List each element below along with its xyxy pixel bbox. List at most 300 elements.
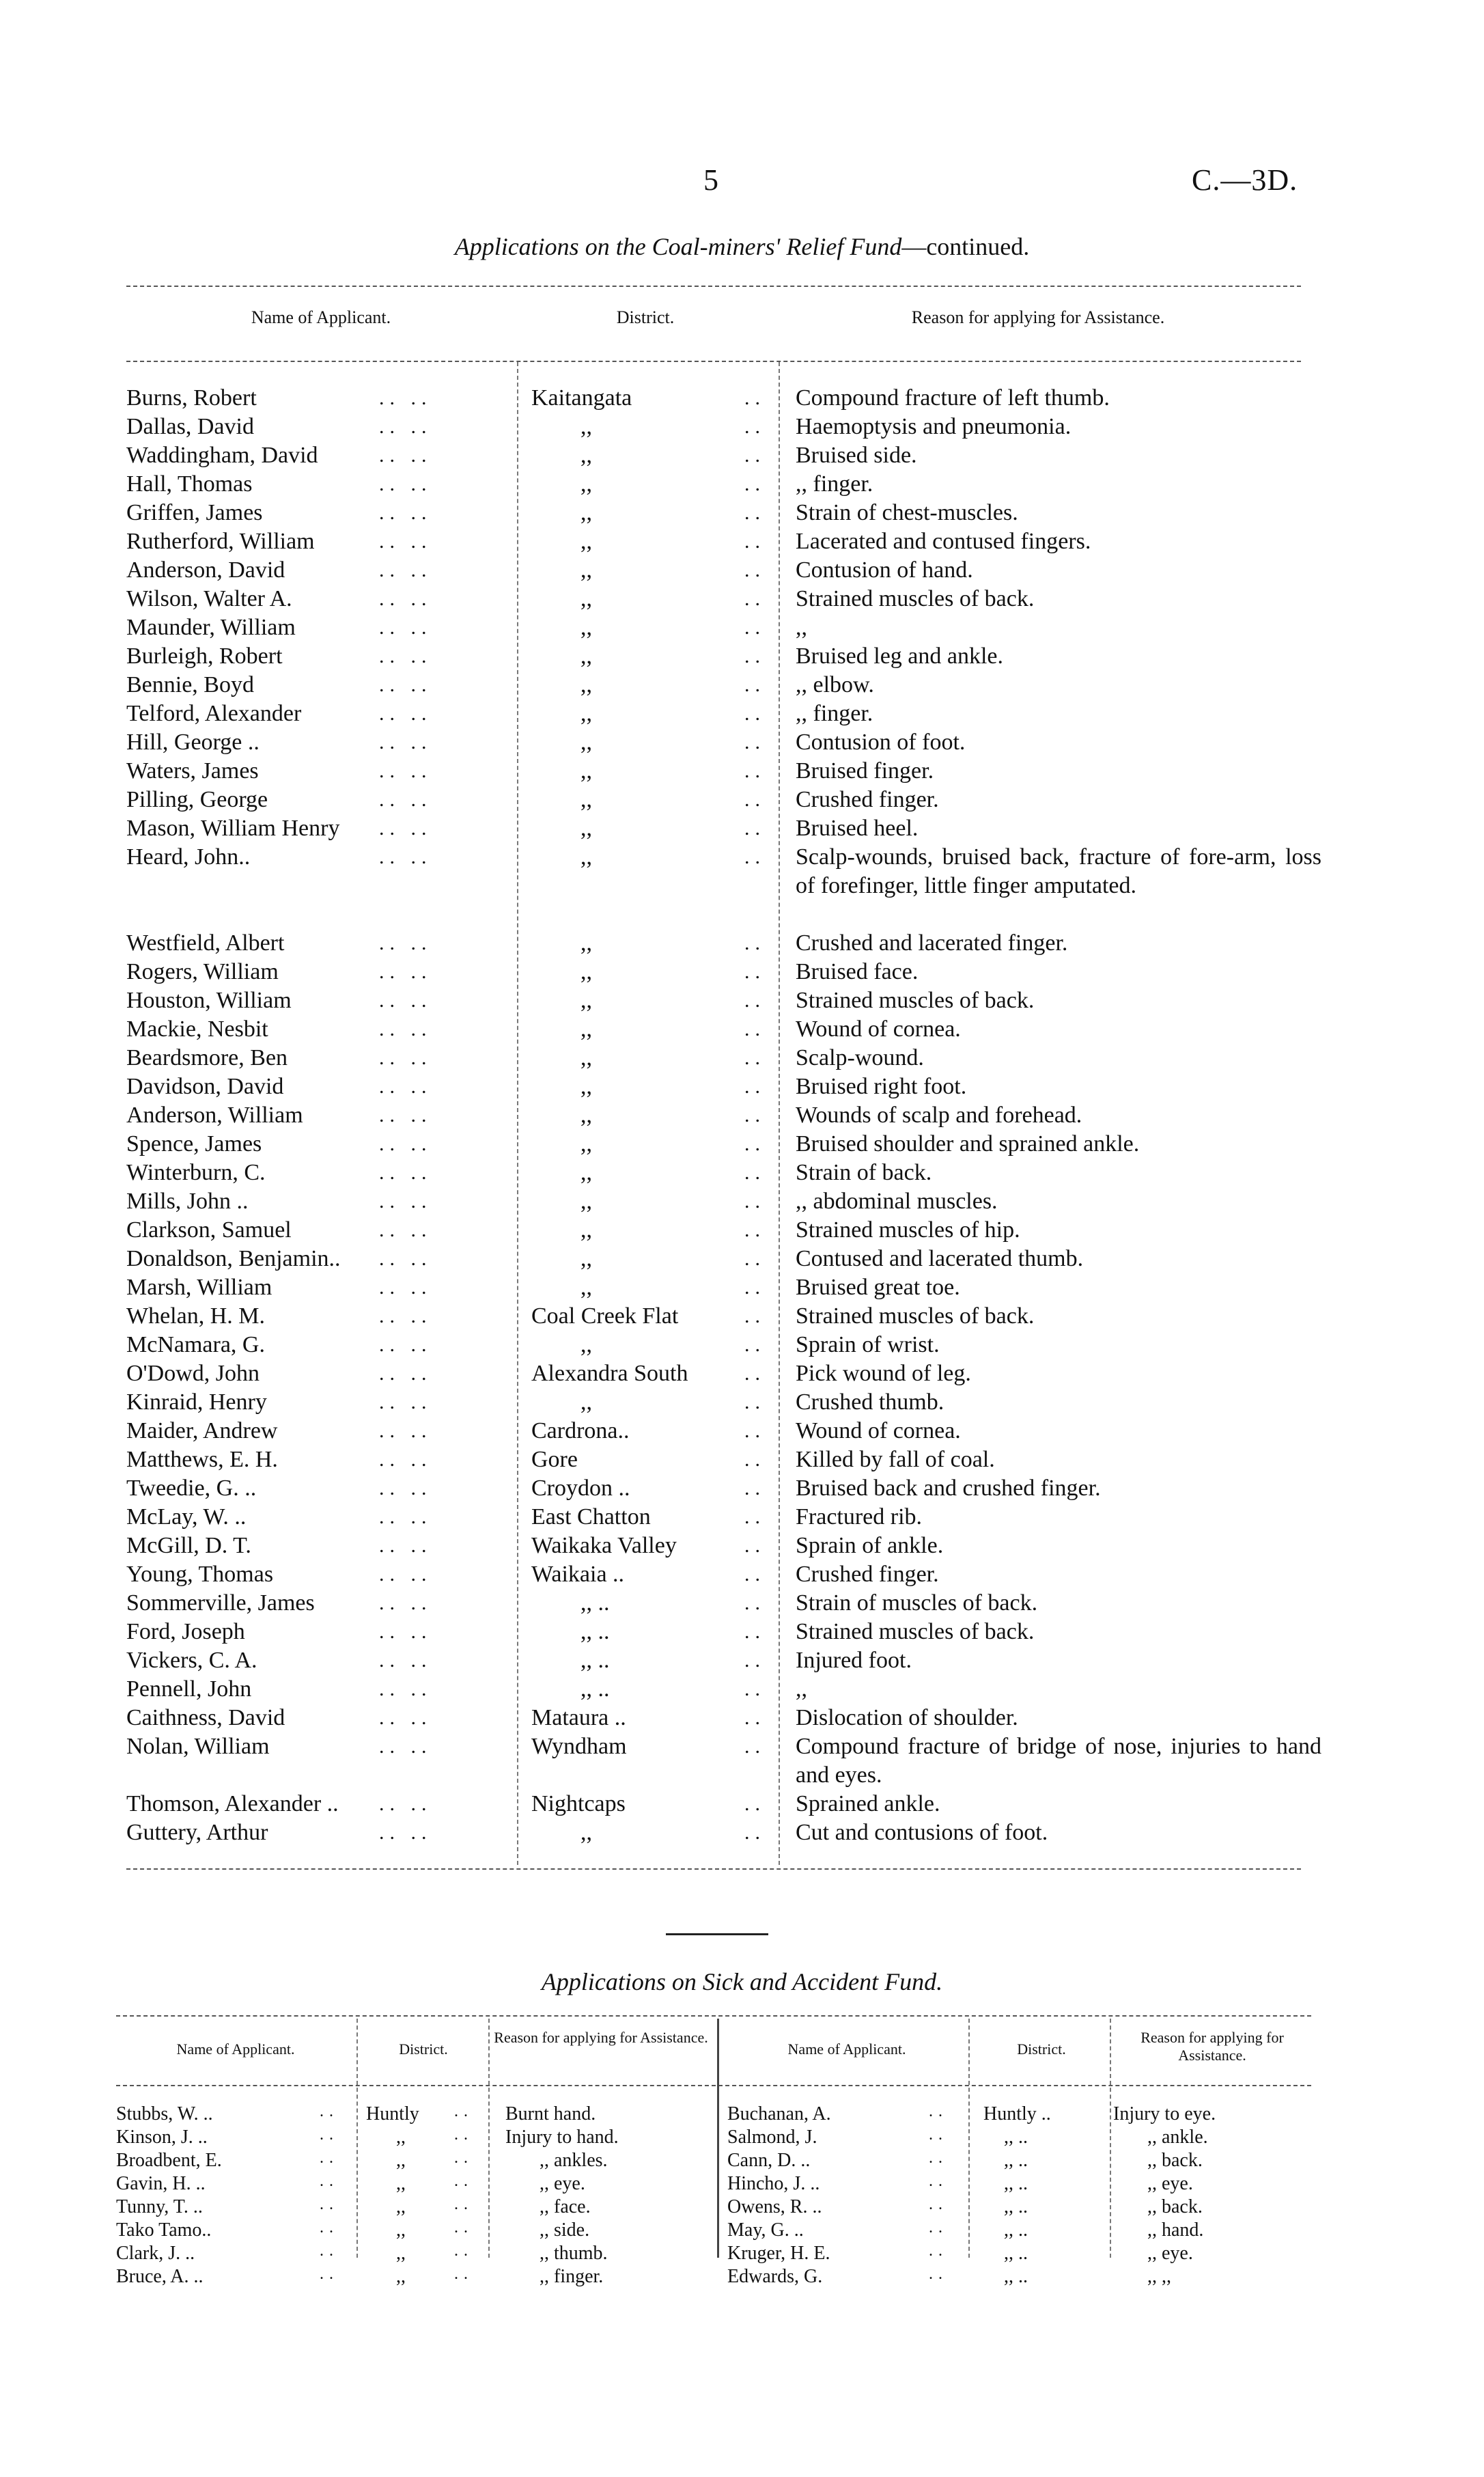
- applicant-name: Mackie, Nesbit: [126, 1016, 268, 1042]
- district: ,, ..: [580, 1619, 610, 1644]
- applicant-name: Telford, Alexander: [126, 701, 302, 726]
- leader-dots: ..: [744, 501, 766, 524]
- page-number: 5: [703, 163, 718, 197]
- leader-dots: ..: [744, 1190, 766, 1213]
- applicant-name: Clark, J. ..: [116, 2243, 195, 2264]
- reason: Scalp-wounds, bruised back, fracture of fore-arm, loss of forefinger, little finger amputated.: [796, 844, 1321, 898]
- district: ,,: [396, 2173, 406, 2194]
- leader-dots: .. ..: [379, 1391, 432, 1413]
- district: Huntly: [366, 2103, 419, 2125]
- district: ,,: [396, 2150, 406, 2171]
- applicant-name: Burns, Robert: [126, 385, 257, 411]
- applicant-name: Tweedie, G. ..: [126, 1476, 257, 1501]
- district: ,,: [580, 1332, 592, 1357]
- leader-dots: .. ..: [379, 501, 432, 524]
- applicant-name: Spence, James: [126, 1131, 262, 1157]
- leader-dots: ..: [744, 530, 766, 553]
- reason: ,, ,,: [1147, 2266, 1171, 2287]
- district: ,,: [580, 414, 592, 439]
- table2-divider-2: [488, 2019, 490, 2258]
- leader-dots: ..: [744, 1018, 766, 1040]
- applicant-name: Bruce, A. ..: [116, 2266, 204, 2287]
- applicant-name: Anderson, David: [126, 557, 285, 583]
- leader-dots: ..: [744, 960, 766, 983]
- leader-dots: ..: [454, 2196, 473, 2213]
- section-separator: [666, 1933, 768, 1935]
- leader-dots: .. ..: [379, 1018, 432, 1040]
- table1-title-italic: Applications on the Coal-miners' Relief Fund: [454, 233, 902, 260]
- leader-dots: ..: [744, 1534, 766, 1557]
- leader-dots: ..: [454, 2103, 473, 2120]
- reason: Cut and contusions of foot.: [796, 1820, 1048, 1845]
- leader-dots: ..: [929, 2172, 948, 2190]
- reason: Strained muscles of back.: [796, 1303, 1035, 1329]
- leader-dots: ..: [744, 989, 766, 1012]
- reason: Wounds of scalp and forehead.: [796, 1103, 1082, 1128]
- applicant-name: Sommerville, James: [126, 1590, 315, 1616]
- applicant-name: Marsh, William: [126, 1275, 272, 1300]
- leader-dots: ..: [744, 1104, 766, 1126]
- reason: ,, back.: [1147, 2150, 1203, 2171]
- district: ,,: [580, 615, 592, 640]
- district: ,, ..: [580, 1590, 610, 1616]
- district: ,,: [580, 701, 592, 726]
- district: Coal Creek Flat: [531, 1303, 679, 1329]
- applicant-name: Kinson, J. ..: [116, 2127, 208, 2148]
- leader-dots: ..: [454, 2242, 473, 2260]
- table1-top-rule: [126, 286, 1301, 287]
- leader-dots: .. ..: [379, 1678, 432, 1700]
- table1-divider-2: [779, 362, 780, 1865]
- district: Waikaka Valley: [531, 1533, 677, 1558]
- applicant-name: Davidson, David: [126, 1074, 284, 1099]
- district: ,,: [580, 1103, 592, 1128]
- leader-dots: ..: [744, 1735, 766, 1758]
- leader-dots: ..: [744, 702, 766, 725]
- reason: ,, ankle.: [1147, 2127, 1208, 2148]
- applicant-name: Pilling, George: [126, 787, 268, 812]
- leader-dots: .. ..: [379, 559, 432, 581]
- reason: Bruised great toe.: [796, 1275, 960, 1300]
- leader-dots: .. ..: [379, 1420, 432, 1442]
- district: ,, ..: [580, 1676, 610, 1702]
- leader-dots: ..: [744, 1133, 766, 1155]
- district: ,,: [396, 2243, 406, 2264]
- leader-dots: ..: [744, 932, 766, 954]
- applicant-name: Tunny, T. ..: [116, 2196, 203, 2217]
- district: ,,: [580, 959, 592, 984]
- leader-dots: ..: [744, 1706, 766, 1729]
- leader-dots: ..: [744, 1219, 766, 1241]
- table1-bottom-rule: [126, 1868, 1301, 1870]
- reason: Sprain of ankle.: [796, 1533, 944, 1558]
- leader-dots: ..: [320, 2103, 339, 2120]
- applicant-name: Broadbent, E.: [116, 2150, 222, 2171]
- leader-dots: .. ..: [379, 444, 432, 467]
- applicant-name: Pennell, John: [126, 1676, 252, 1702]
- reason: Bruised face.: [796, 959, 919, 984]
- district: ,, ..: [1004, 2219, 1028, 2241]
- district: ,,: [580, 758, 592, 784]
- applicant-name: Griffen, James: [126, 500, 263, 525]
- leader-dots: ..: [744, 559, 766, 581]
- reason: Fractured rib.: [796, 1504, 923, 1530]
- reason: Bruised back and crushed finger.: [796, 1476, 1101, 1501]
- leader-dots: ..: [744, 1563, 766, 1586]
- district: ,,: [396, 2266, 406, 2287]
- leader-dots: ..: [320, 2172, 339, 2190]
- leader-dots: .. ..: [379, 702, 432, 725]
- district: ,,: [580, 529, 592, 554]
- applicant-name: Burleigh, Robert: [126, 644, 283, 669]
- table1-col-reason: Reason for applying for Assistance.: [911, 307, 1165, 327]
- district: Kaitangata: [531, 385, 632, 411]
- district: ,,: [580, 844, 592, 870]
- leader-dots: .. ..: [379, 645, 432, 667]
- district: ,, ..: [1004, 2173, 1028, 2194]
- reason: Strained muscles of hip.: [796, 1217, 1020, 1243]
- reason: ,, finger.: [540, 2266, 604, 2287]
- reason: Sprain of wrist.: [796, 1332, 940, 1357]
- leader-dots: ..: [744, 1305, 766, 1327]
- reason: Strain of back.: [796, 1160, 932, 1185]
- district: ,,: [580, 1275, 592, 1300]
- district: ,,: [580, 672, 592, 697]
- leader-dots: ..: [744, 645, 766, 667]
- district: Cardrona..: [531, 1418, 630, 1443]
- leader-dots: .. ..: [379, 1362, 432, 1385]
- leader-dots: ..: [929, 2126, 948, 2144]
- applicant-name: Salmond, J.: [727, 2127, 817, 2148]
- applicant-name: Kinraid, Henry: [126, 1389, 267, 1415]
- leader-dots: .. ..: [379, 788, 432, 811]
- applicant-name: Houston, William: [126, 988, 292, 1013]
- applicant-name: Hill, George ..: [126, 730, 260, 755]
- reason: ,, ankles.: [540, 2150, 608, 2171]
- reason: Dislocation of shoulder.: [796, 1705, 1018, 1730]
- leader-dots: ..: [744, 1678, 766, 1700]
- district: ,,: [580, 1016, 592, 1042]
- leader-dots: ..: [744, 1649, 766, 1672]
- district: ,,: [580, 787, 592, 812]
- document-code: C.—3D.: [1192, 163, 1298, 197]
- leader-dots: .. ..: [379, 1276, 432, 1299]
- district: Alexandra South: [531, 1361, 688, 1386]
- leader-dots: .. ..: [379, 846, 432, 868]
- reason: Strain of muscles of back.: [796, 1590, 1038, 1616]
- leader-dots: .. ..: [379, 473, 432, 495]
- applicant-name: Tako Tamo..: [116, 2219, 212, 2241]
- leader-dots: .. ..: [379, 1563, 432, 1586]
- district: ,,: [396, 2127, 406, 2148]
- leader-dots: .. ..: [379, 1649, 432, 1672]
- applicant-name: Cann, D. ..: [727, 2150, 811, 2171]
- leader-dots: ..: [744, 846, 766, 868]
- applicant-name: Ford, Joseph: [126, 1619, 245, 1644]
- leader-dots: ..: [744, 387, 766, 409]
- district: ,,: [580, 1246, 592, 1271]
- applicant-name: Owens, R. ..: [727, 2196, 822, 2217]
- applicant-name: Heard, John..: [126, 844, 251, 870]
- leader-dots: ..: [929, 2149, 948, 2167]
- table2-col-reason-left: Reason for applying for Assistance.: [494, 2029, 708, 2046]
- applicant-name: Hall, Thomas: [126, 471, 253, 497]
- applicant-name: Caithness, David: [126, 1705, 285, 1730]
- reason: Contused and lacerated thumb.: [796, 1246, 1084, 1271]
- table2-divider-1: [356, 2019, 358, 2258]
- table1-header-rule: [126, 361, 1301, 362]
- reason: ,, side.: [540, 2219, 590, 2241]
- reason: Contusion of foot.: [796, 730, 966, 755]
- applicant-name: Gavin, H. ..: [116, 2173, 206, 2194]
- district: ,,: [580, 471, 592, 497]
- district: ,,: [580, 988, 592, 1013]
- applicant-name: Dallas, David: [126, 414, 254, 439]
- leader-dots: .. ..: [379, 587, 432, 610]
- district: ,,: [396, 2219, 406, 2241]
- reason: Strained muscles of back.: [796, 586, 1035, 611]
- leader-dots: ..: [744, 1161, 766, 1184]
- leader-dots: ..: [454, 2219, 473, 2237]
- applicant-name: Anderson, William: [126, 1103, 303, 1128]
- leader-dots: ..: [744, 1333, 766, 1356]
- leader-dots: ..: [744, 1592, 766, 1614]
- applicant-name: Young, Thomas: [126, 1562, 274, 1587]
- leader-dots: .. ..: [379, 989, 432, 1012]
- applicant-name: Bennie, Boyd: [126, 672, 254, 697]
- applicant-name: McNamara, G.: [126, 1332, 265, 1357]
- district: ,,: [580, 1131, 592, 1157]
- district: ,, ..: [1004, 2243, 1028, 2264]
- leader-dots: ..: [744, 1391, 766, 1413]
- reason: Injured foot.: [796, 1648, 912, 1673]
- applicant-name: Mills, John ..: [126, 1189, 249, 1214]
- leader-dots: .. ..: [379, 387, 432, 409]
- leader-dots: .. ..: [379, 1477, 432, 1499]
- district: ,, ..: [1004, 2127, 1028, 2148]
- leader-dots: ..: [929, 2196, 948, 2213]
- leader-dots: ..: [744, 760, 766, 782]
- reason: ,, hand.: [1147, 2219, 1204, 2241]
- leader-dots: ..: [744, 1420, 766, 1442]
- applicant-name: Waters, James: [126, 758, 259, 784]
- reason: Burnt hand.: [505, 2103, 596, 2125]
- district: Huntly ..: [983, 2103, 1051, 2125]
- leader-dots: .. ..: [379, 1821, 432, 1844]
- leader-dots: .. ..: [379, 616, 432, 639]
- reason: Contusion of hand.: [796, 557, 973, 583]
- reason: Bruised heel.: [796, 816, 919, 841]
- applicant-name: McLay, W. ..: [126, 1504, 247, 1530]
- leader-dots: ..: [744, 1793, 766, 1815]
- applicant-name: Vickers, C. A.: [126, 1648, 257, 1673]
- leader-dots: ..: [744, 788, 766, 811]
- district: ,,: [580, 443, 592, 468]
- leader-dots: ..: [929, 2242, 948, 2260]
- applicant-name: Whelan, H. M.: [126, 1303, 266, 1329]
- leader-dots: ..: [744, 1821, 766, 1844]
- reason: ,, elbow.: [796, 672, 874, 697]
- table1-divider-1: [517, 362, 518, 1865]
- district: ,, ..: [1004, 2150, 1028, 2171]
- table2-col-name-left: Name of Applicant.: [176, 2040, 295, 2058]
- leader-dots: ..: [744, 1247, 766, 1270]
- table1-col-district: District.: [616, 307, 675, 327]
- leader-dots: ..: [320, 2126, 339, 2144]
- district: ,,: [580, 644, 592, 669]
- leader-dots: .. ..: [379, 1706, 432, 1729]
- leader-dots: ..: [929, 2103, 948, 2120]
- table2-divider-4: [1110, 2019, 1111, 2258]
- table2-center-divider: [717, 2019, 719, 2258]
- applicant-name: Maunder, William: [126, 615, 296, 640]
- reason: Scalp-wound.: [796, 1045, 924, 1070]
- leader-dots: ..: [320, 2265, 339, 2283]
- reason: Bruised finger.: [796, 758, 934, 784]
- reason: Killed by fall of coal.: [796, 1447, 995, 1472]
- leader-dots: .. ..: [379, 674, 432, 696]
- leader-dots: ..: [744, 587, 766, 610]
- leader-dots: ..: [744, 1620, 766, 1643]
- leader-dots: ..: [744, 1477, 766, 1499]
- applicant-name: Wilson, Walter A.: [126, 586, 292, 611]
- leader-dots: ..: [744, 1075, 766, 1098]
- leader-dots: ..: [744, 817, 766, 840]
- applicant-name: Beardsmore, Ben: [126, 1045, 288, 1070]
- leader-dots: .. ..: [379, 1793, 432, 1815]
- reason: ,,: [796, 1676, 807, 1702]
- leader-dots: .. ..: [379, 932, 432, 954]
- reason: Compound fracture of left thumb.: [796, 385, 1110, 411]
- leader-dots: ..: [320, 2196, 339, 2213]
- district: ,,: [580, 557, 592, 583]
- reason: ,, thumb.: [540, 2243, 608, 2264]
- leader-dots: .. ..: [379, 1448, 432, 1471]
- leader-dots: .. ..: [379, 960, 432, 983]
- leader-dots: ..: [744, 473, 766, 495]
- leader-dots: .. ..: [379, 760, 432, 782]
- applicant-name: Winterburn, C.: [126, 1160, 266, 1185]
- reason: Bruised right foot.: [796, 1074, 967, 1099]
- table2-col-district-right: District.: [1017, 2040, 1066, 2058]
- table1-title-suffix: —continued.: [901, 233, 1030, 260]
- leader-dots: ..: [929, 2219, 948, 2237]
- leader-dots: .. ..: [379, 1047, 432, 1069]
- district: ,,: [580, 1045, 592, 1070]
- leader-dots: ..: [744, 444, 766, 467]
- reason: Strained muscles of back.: [796, 988, 1035, 1013]
- table1-title: [0, 232, 1484, 261]
- leader-dots: ..: [744, 616, 766, 639]
- applicant-name: Clarkson, Samuel: [126, 1217, 292, 1243]
- district: ,,: [580, 730, 592, 755]
- reason: Wound of cornea.: [796, 1016, 961, 1042]
- reason: Crushed thumb.: [796, 1389, 944, 1415]
- district: ,,: [580, 500, 592, 525]
- reason: Wound of cornea.: [796, 1418, 961, 1443]
- district: ,,: [580, 1217, 592, 1243]
- leader-dots: .. ..: [379, 530, 432, 553]
- reason: Bruised leg and ankle.: [796, 644, 1004, 669]
- table2-col-district-left: District.: [399, 2040, 448, 2058]
- applicant-name: Maider, Andrew: [126, 1418, 278, 1443]
- leader-dots: .. ..: [379, 1075, 432, 1098]
- reason: Haemoptysis and pneumonia.: [796, 414, 1072, 439]
- applicant-name: McGill, D. T.: [126, 1533, 251, 1558]
- leader-dots: .. ..: [379, 1305, 432, 1327]
- leader-dots: ..: [744, 1276, 766, 1299]
- reason: Injury to eye.: [1113, 2103, 1216, 2125]
- reason: Crushed finger.: [796, 1562, 939, 1587]
- applicant-name: Mason, William Henry: [126, 816, 340, 841]
- leader-dots: .. ..: [379, 1104, 432, 1126]
- leader-dots: ..: [744, 674, 766, 696]
- reason: Crushed and lacerated finger.: [796, 930, 1068, 956]
- leader-dots: ..: [744, 1506, 766, 1528]
- table2-top-rule: [116, 2015, 1311, 2017]
- reason: ,, eye.: [1147, 2243, 1193, 2264]
- leader-dots: .. ..: [379, 1219, 432, 1241]
- table2-col-reason-right: Reason for applying for Assistance.: [1140, 2029, 1284, 2064]
- reason: Bruised side.: [796, 443, 917, 468]
- leader-dots: .. ..: [379, 1620, 432, 1643]
- district: ,, ..: [580, 1648, 610, 1673]
- leader-dots: ..: [320, 2219, 339, 2237]
- table1-col-name: Name of Applicant.: [251, 307, 391, 327]
- leader-dots: ..: [320, 2149, 339, 2167]
- applicant-name: Westfield, Albert: [126, 930, 285, 956]
- leader-dots: .. ..: [379, 1190, 432, 1213]
- district: Croydon ..: [531, 1476, 630, 1501]
- applicant-name: Hincho, J. ..: [727, 2173, 820, 2194]
- leader-dots: .. ..: [379, 1247, 432, 1270]
- table2-title: Applications on Sick and Accident Fund.: [541, 1968, 943, 1995]
- applicant-name: Buchanan, A.: [727, 2103, 831, 2125]
- leader-dots: ..: [744, 1047, 766, 1069]
- district: ,, ..: [1004, 2196, 1028, 2217]
- applicant-name: O'Dowd, John: [126, 1361, 260, 1386]
- applicant-name: Kruger, H. E.: [727, 2243, 830, 2264]
- district: ,, ..: [1004, 2266, 1028, 2287]
- applicant-name: Donaldson, Benjamin..: [126, 1246, 341, 1271]
- reason: Strained muscles of back.: [796, 1619, 1035, 1644]
- district: ,,: [580, 1389, 592, 1415]
- reason: Pick wound of leg.: [796, 1361, 971, 1386]
- district: Waikaia ..: [531, 1562, 625, 1587]
- leader-dots: .. ..: [379, 1735, 432, 1758]
- district: ,,: [580, 1160, 592, 1185]
- reason: Compound fracture of bridge of nose, injuries to hand and eyes.: [796, 1734, 1321, 1788]
- district: ,,: [580, 816, 592, 841]
- table2-col-name-right: Name of Applicant.: [787, 2040, 906, 2058]
- leader-dots: ..: [454, 2126, 473, 2144]
- leader-dots: ..: [744, 1362, 766, 1385]
- reason: ,, abdominal muscles.: [796, 1189, 998, 1214]
- leader-dots: ..: [744, 731, 766, 753]
- reason: ,, finger.: [796, 701, 873, 726]
- leader-dots: ..: [454, 2149, 473, 2167]
- applicant-name: Thomson, Alexander ..: [126, 1791, 339, 1816]
- district: ,,: [580, 930, 592, 956]
- district: East Chatton: [531, 1504, 651, 1530]
- leader-dots: .. ..: [379, 731, 432, 753]
- leader-dots: .. ..: [379, 1592, 432, 1614]
- leader-dots: .. ..: [379, 1333, 432, 1356]
- table2-header-rule: [116, 2085, 1311, 2086]
- applicant-name: May, G. ..: [727, 2219, 804, 2241]
- leader-dots: .. ..: [379, 817, 432, 840]
- reason: ,, finger.: [796, 471, 873, 497]
